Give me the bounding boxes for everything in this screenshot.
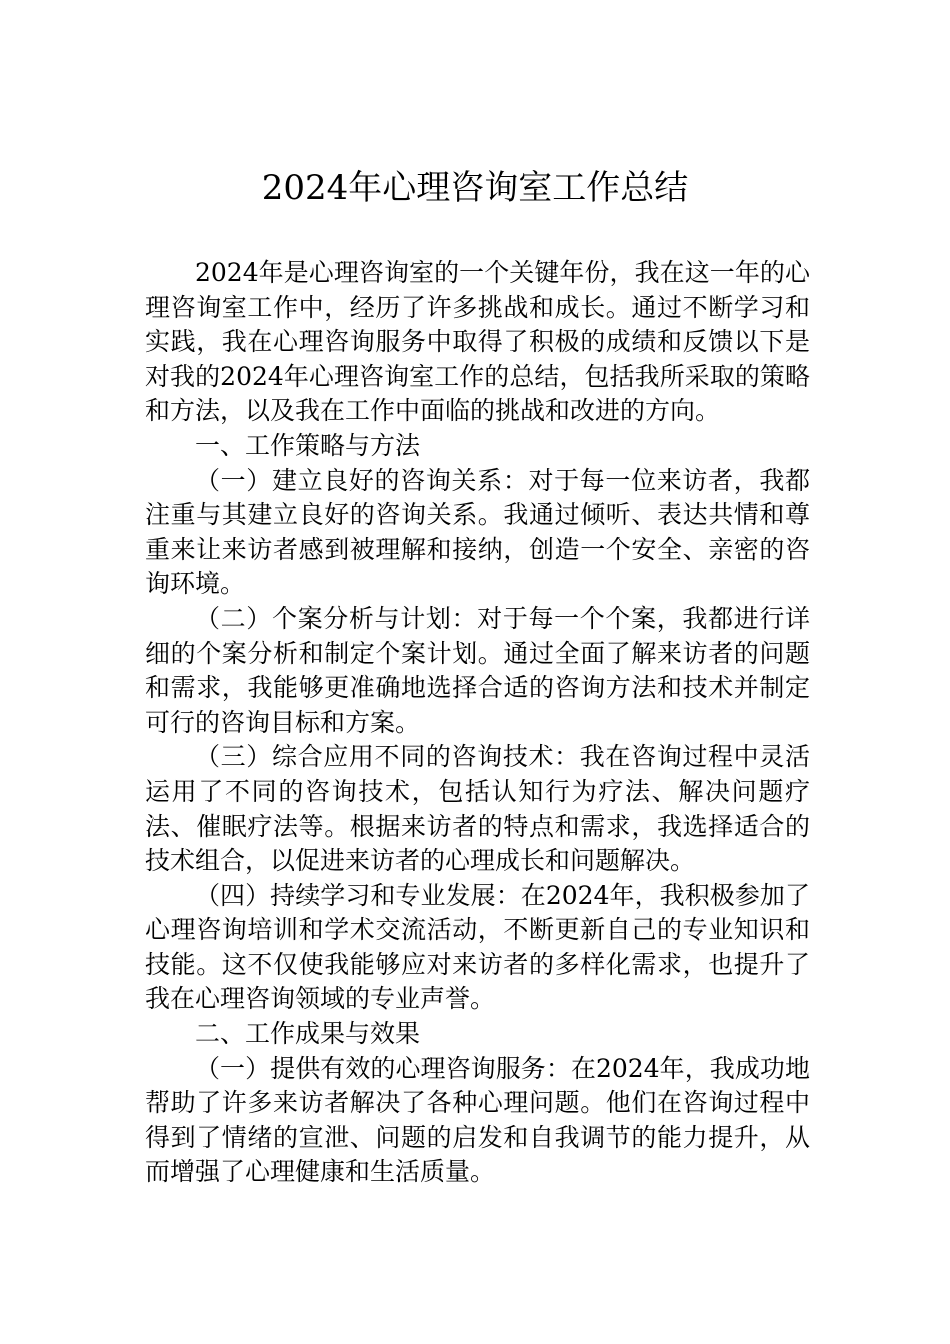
section-heading-2: 二、工作成果与效果 [195,1019,421,1049]
paragraph-1-1: （一）建立良好的咨询关系：对于每一位来访者，我都注重与其建立良好的咨询关系。我通过倾听、表达共情和尊重来让来访者感到被理解和接纳，创造一个安全、亲密的咨询环境。 [145,465,810,599]
document-body [145,256,810,1190]
paragraph-1-3: （三）综合应用不同的咨询技术：我在咨询过程中灵活运用了不同的咨询技术，包括认知行为疗法、解决问题疗法、催眠疗法等。根据来访者的特点和需求，我选择适合的技术组合，以促进来访者的心理成长和问题解决。 [145,742,810,876]
paragraph-2-1: （一）提供有效的心理咨询服务：在2024年，我成功地帮助了许多来访者解决了各种心理问题。他们在咨询过程中得到了情绪的宣泄、问题的启发和自我调节的能力提升，从而增强了心理健康和生活质量。 [145,1053,810,1187]
intro-paragraph: 2024年是心理咨询室的一个关键年份，我在这一年的心理咨询室工作中，经历了许多挑战和成长。通过不断学习和实践，我在心理咨询服务中取得了积极的成绩和反馈以下是对我的2024年心理咨询室工作的总结，包括我所采取的策略和方法，以及我在工作中面临的挑战和改进的方向。 [145,258,810,426]
document-title: 2024年心理咨询室工作总结 [261,168,689,208]
paragraph-1-2: （二）个案分析与计划：对于每一个个案，我都进行详细的个案分析和制定个案计划。通过全面了解来访者的问题和需求，我能够更准确地选择合适的咨询方法和技术并制定可行的咨询目标和方案。 [145,603,810,737]
paragraph-1-4: （四）持续学习和专业发展：在2024年，我积极参加了心理咨询培训和学术交流活动，不断更新自己的专业知识和技能。这不仅使我能够应对来访者的多样化需求，也提升了我在心理咨询领域的专业声誉。 [145,880,810,1014]
section-heading-1: 一、工作策略与方法 [195,430,421,460]
